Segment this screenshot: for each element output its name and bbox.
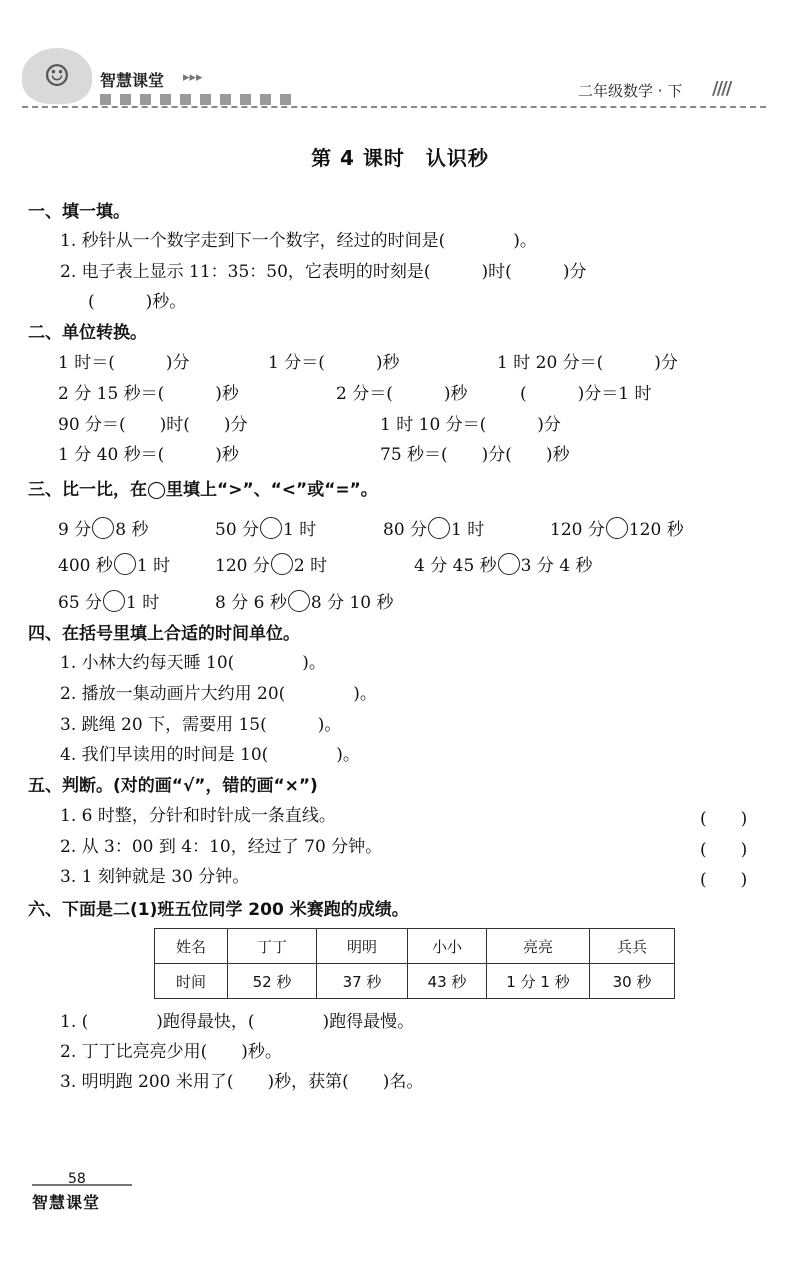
section-4-heading: 四、在括号里填上合适的时间单位。: [28, 624, 300, 644]
compare-item: 80 分 1 时: [383, 517, 484, 542]
compare-circle[interactable]: [498, 553, 520, 575]
s6-item: 3. 明明跑 200 米用了( )秒，获第( )名。: [60, 1072, 424, 1092]
judge-blank[interactable]: ( ): [700, 870, 748, 890]
table-row: [155, 964, 675, 999]
scores-table: [154, 928, 675, 999]
s1-question-1: 1. 秒针从一个数字走到下一个数字，经过的时间是( )。: [60, 231, 537, 251]
grade-label: 二年级数学 · 下: [578, 82, 683, 100]
compare-item: 65 分 1 时: [58, 590, 159, 615]
table-cell: 52 秒: [228, 964, 317, 999]
page-number: 58: [68, 1171, 86, 1187]
table-cell: 43 秒: [408, 964, 487, 999]
judge-blank[interactable]: ( ): [700, 840, 748, 860]
section-6-heading: 六、下面是二(1)班五位同学 200 米赛跑的成绩。: [28, 900, 409, 920]
compare-circle[interactable]: [288, 590, 310, 612]
compare-item: 50 分 1 时: [215, 517, 316, 542]
s1-question-2-cont: ( )秒。: [88, 292, 187, 312]
compare-circle[interactable]: [103, 590, 125, 612]
table-row: [155, 929, 675, 964]
table-cell: 1 分 1 秒: [487, 964, 590, 999]
compare-item: 120 分 120 秒: [550, 517, 684, 542]
table-cell: 姓名: [155, 929, 228, 964]
page-header: [0, 0, 800, 115]
s5-item: 1. 6 时整，分针和时针成一条直线。: [60, 806, 336, 826]
compare-circle[interactable]: [114, 553, 136, 575]
header-divider: [22, 106, 766, 108]
s1-question-2: 2. 电子表上显示 11：35：50，它表明的时刻是( )时( )分: [60, 262, 587, 282]
table-cell: 37 秒: [317, 964, 408, 999]
s2-item: 1 时 20 分＝( )分: [497, 353, 678, 373]
s2-item: 90 分＝( )时( )分: [58, 415, 248, 435]
s2-item: 1 分 40 秒＝( )秒: [58, 445, 239, 465]
section-1-heading: 一、填一填。: [28, 202, 130, 222]
table-cell: 小小: [408, 929, 487, 964]
table-cell: 亮亮: [487, 929, 590, 964]
compare-circle[interactable]: [271, 553, 293, 575]
page-title: 第 4 课时 认识秒: [311, 146, 489, 170]
s2-item: 2 分 15 秒＝( )秒: [58, 384, 239, 404]
compare-item: 8 分 6 秒 8 分 10 秒: [215, 590, 394, 615]
s2-item: 1 时 10 分＝( )分: [380, 415, 561, 435]
compare-circle[interactable]: [92, 517, 114, 539]
s4-item: 2. 播放一集动画片大约用 20( )。: [60, 684, 377, 704]
section-5-heading: 五、判断。(对的画“√”，错的画“×”): [28, 776, 318, 796]
footer-brand: 智慧课堂: [32, 1193, 101, 1212]
arrow-icon: ▸▸▸: [183, 70, 203, 85]
compare-item: 9 分 8 秒: [58, 517, 148, 542]
table-cell: 兵兵: [590, 929, 675, 964]
table-cell: 明明: [317, 929, 408, 964]
s6-item: 1. ( )跑得最快，( )跑得最慢。: [60, 1012, 415, 1032]
s2-item: ( )分＝1 时: [520, 384, 652, 404]
s5-item: 3. 1 刻钟就是 30 分钟。: [60, 867, 250, 887]
header-brand: 智慧课堂: [100, 71, 165, 90]
compare-item: 4 分 45 秒 3 分 4 秒: [414, 553, 593, 578]
compare-item: 400 秒 1 时: [58, 553, 170, 578]
decorative-dots: [100, 94, 291, 105]
section-2-heading: 二、单位转换。: [28, 323, 147, 343]
header-slashes: ////: [712, 78, 731, 99]
s2-item: 75 秒＝( )分( )秒: [380, 445, 570, 465]
s6-item: 2. 丁丁比亮亮少用( )秒。: [60, 1042, 282, 1062]
s2-item: 2 分＝( )秒: [336, 384, 468, 404]
s4-item: 1. 小林大约每天睡 10( )。: [60, 653, 326, 673]
section-3-heading: 三、比一比，在◯里填上“>”、“<”或“=”。: [28, 480, 378, 500]
table-cell: 30 秒: [590, 964, 675, 999]
s4-item: 3. 跳绳 20 下，需要用 15( )。: [60, 715, 342, 735]
s2-item: 1 分＝( )秒: [268, 353, 400, 373]
s2-item: 1 时＝( )分: [58, 353, 190, 373]
table-cell: 丁丁: [228, 929, 317, 964]
s5-item: 2. 从 3：00 到 4：10，经过了 70 分钟。: [60, 837, 383, 857]
judge-blank[interactable]: ( ): [700, 809, 748, 829]
table-cell: 时间: [155, 964, 228, 999]
compare-item: 120 分 2 时: [215, 553, 327, 578]
compare-circle[interactable]: [606, 517, 628, 539]
compare-circle[interactable]: [428, 517, 450, 539]
compare-circle[interactable]: [260, 517, 282, 539]
footer-divider: [32, 1184, 132, 1186]
mascot-logo-icon: ☺: [22, 48, 92, 104]
s4-item: 4. 我们早读用的时间是 10( )。: [60, 745, 360, 765]
